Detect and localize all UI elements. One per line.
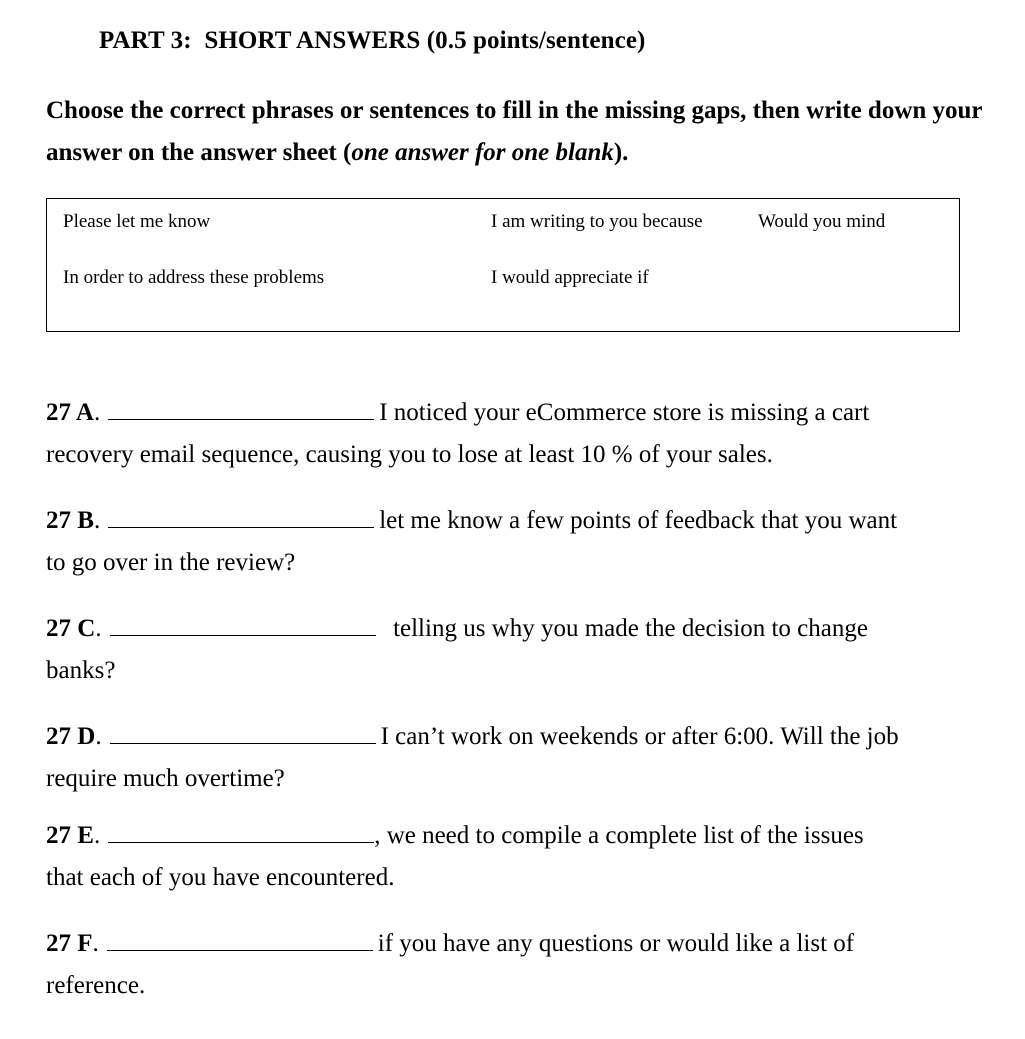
question-27a: 27 A. I noticed your eCommerce store is missing a cart recovery email sequence, causing you to lose at least 10 % of your sales.: [46, 392, 976, 476]
instruction-before: Choose the correct phrases or sentences to fill in the missing gaps, then write down your answer on the answer sheet (: [46, 97, 983, 166]
option-would-you-mind: Would you mind: [758, 211, 886, 232]
answer-blank[interactable]: [108, 505, 374, 528]
answer-blank[interactable]: [110, 721, 376, 744]
question-text-second: require much overtime?: [46, 765, 285, 792]
question-text-first: let me know a few points of feedback that you want: [379, 507, 898, 534]
question-number: 27 E: [46, 822, 94, 849]
question-text-first: , we need to compile a complete list of the issues: [374, 822, 864, 849]
question-text-second: that each of you have encountered.: [46, 864, 395, 891]
question-number: 27 C: [46, 615, 96, 642]
option-i-am-writing: I am writing to you because: [491, 211, 703, 232]
question-27e: 27 E. , we need to compile a complete list of the issues that each of you have encountered.: [46, 815, 976, 899]
question-text-first: I noticed your eCommerce store is missing a cart: [379, 399, 870, 426]
option-i-would-appreciate: I would appreciate if: [491, 267, 649, 288]
phrase-options-box: [46, 198, 960, 332]
answer-blank[interactable]: [110, 613, 376, 636]
instruction-italic: one answer for one blank: [351, 139, 614, 166]
question-number: 27 D: [46, 723, 96, 750]
question-text-second: banks?: [46, 657, 116, 684]
instruction-after: ).: [613, 139, 629, 166]
part-title: PART 3: SHORT ANSWERS (0.5 points/sentence): [99, 27, 646, 54]
question-text-second: reference.: [46, 972, 146, 999]
question-text-first: telling us why you made the decision to change: [380, 615, 868, 642]
question-number: 27 A: [46, 399, 94, 426]
question-27f: 27 F. if you have any questions or would like a list of reference.: [46, 923, 976, 1007]
question-27c: 27 C. telling us why you made the decision to change banks?: [46, 608, 976, 692]
option-please-let-me-know: Please let me know: [63, 211, 211, 232]
instruction-text: [46, 90, 986, 174]
question-text-first: I can’t work on weekends or after 6:00. Will the job: [380, 723, 899, 750]
answer-blank[interactable]: [108, 397, 374, 420]
option-in-order-to-address: In order to address these problems: [63, 267, 325, 288]
question-27d: 27 D. I can’t work on weekends or after 6:00. Will the job require much overtime?: [46, 716, 976, 800]
question-text-first: if you have any questions or would like a list of: [377, 930, 855, 957]
question-27b: 27 B. let me know a few points of feedback that you want to go over in the review?: [46, 500, 976, 584]
question-number: 27 B: [46, 507, 94, 534]
answer-blank[interactable]: [107, 928, 373, 951]
question-text-second: recovery email sequence, causing you to lose at least 10 % of your sales.: [46, 441, 773, 468]
question-text-second: to go over in the review?: [46, 549, 296, 576]
question-number: 27 F: [46, 930, 93, 957]
answer-blank[interactable]: [108, 820, 374, 843]
